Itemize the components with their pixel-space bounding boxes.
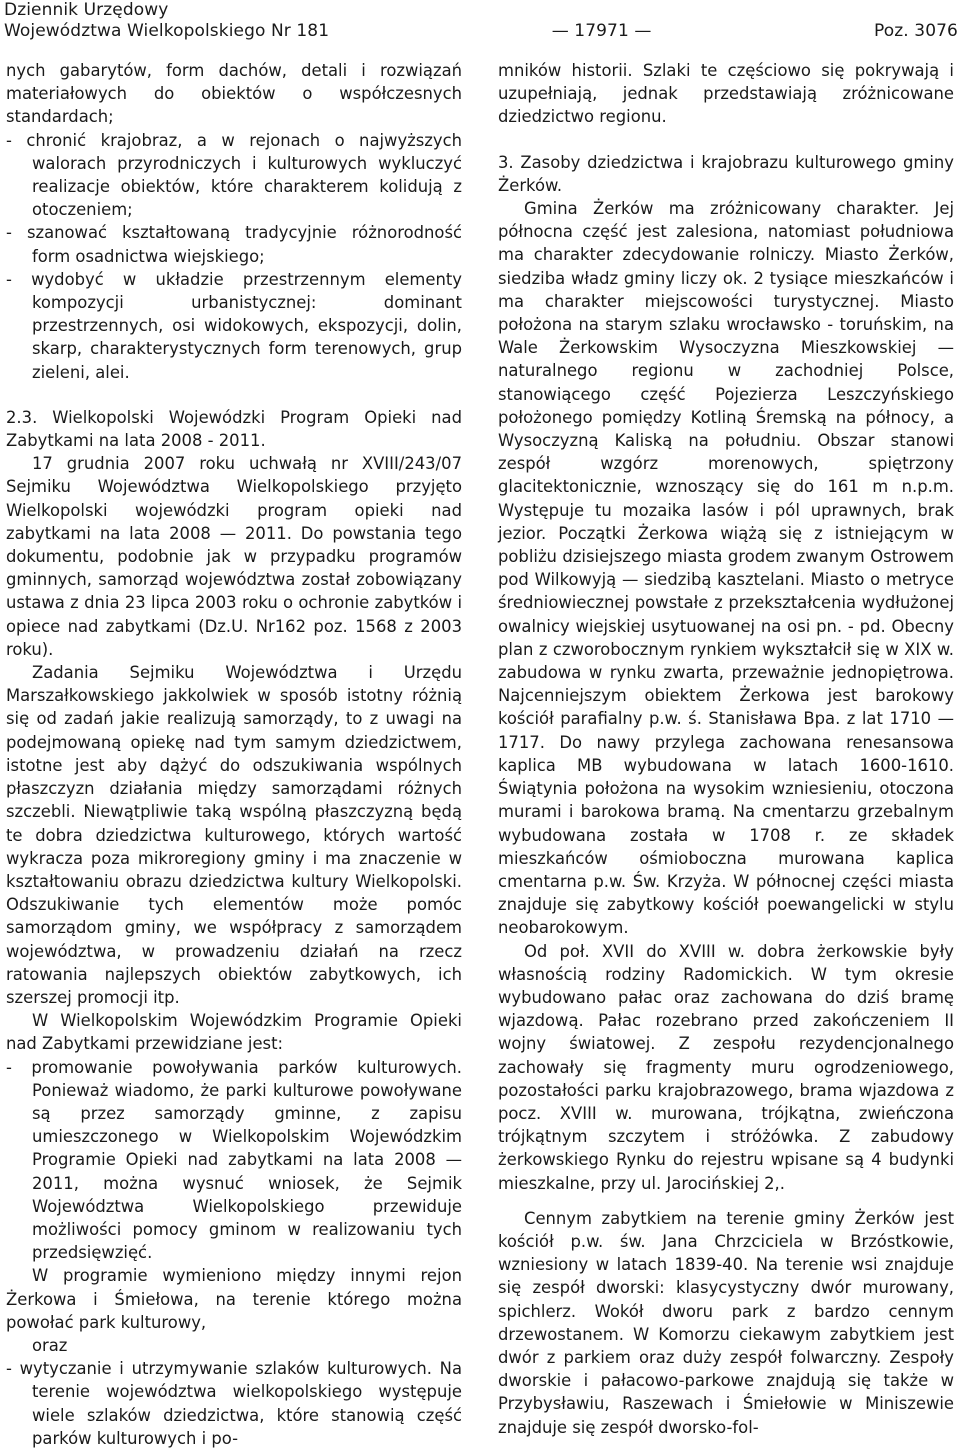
paragraph: Cennym zabytkiem na terenie gminy Żerków jest kościół p.w. św. Jana Chrzciciela w Brzóstkowie, wzniesiony w latach 1839-40. Na terenie wsi znajduje się zespół dworski: klasycystyczny dwór murowany, spichlerz. Wokół dworu park z bardzo cennym drzewostanem. W Komorzu ciekawym zabytkiem jest dwór z parkiem oraz duży zespół folwarczny. Zespoły dworskie i pałacowo-parkowe znajdują się także w Przybysławiu, Raszewach i Śmiełowie w Miniszewie znajduje się zespół dworsko-fol- [498,1208,954,1437]
issue-title: Województwa Wielkopolskiego Nr 181 [4,21,330,41]
position-number: Poz. 3076 [874,21,958,41]
paragraph: Zadania Sejmiku Województwa i Urzędu Marszałkowskiego jakkolwiek w sposób istotny różnią się od zadań jakie realizują samorządy, to z uwagi na podejmowaną opiekę nad tym samym dziedzictwem, istotne jest aby dążyć do odszukiwania wspólnych płaszczyzn działania między samorządami różnych szczebli. Niewątpliwie taką wspólną płaszczyzną będą te dobra dziedzictwa kulturowego, których wartość wykracza poza mikroregiony gminy i ma znaczenie w kształtowaniu obrazu dziedzictwa kultury Wielkopolski. Odszukiwanie tych elementów może pomóc samorządom gminy, we współpracy z samorządem województwa, w prowadzeniu działań na rzecz ratowania najlepszych obiektów zabytkowych, ich szerszej promocji itp. [6,663,462,1007]
list-item: - promowanie powoływania parków kulturowych. Ponieważ wiadomo, że parki kulturowe powoływane są przez samorządy gminne, z zapisu umieszczonego w Wielkopolskim Wojewódzkim Programie Opieki nad zabytkami na lata 2008 — 2011, można wysnuć wniosek, że Sejmik Województwa Wielkopolskiego przewiduje możliwości pomocy gminom w realizowaniu tych przedsięwzięć. [6,1057,462,1263]
paragraph: W Wielkopolskim Wojewódzkim Programie Opieki nad Zabytkami przewidziane jest: [6,1011,462,1054]
header-line-1 [4,0,958,21]
list-item: - szanować kształtowaną tradycyjnie różnorodność form osadnictwa wiejskiego; [6,223,462,266]
right-column [498,59,954,1439]
paragraph: nych gabarytów, form dachów, detali i rozwiązań materiałowych do obiektów o współczesnych standardach; [6,61,462,127]
section-heading: 2.3. Wielkopolski Wojewódzki Program Opieki nad Zabytkami na lata 2008 - 2011. [6,407,462,451]
paragraph: Gmina Żerków ma zróżnicowany charakter. Jej północna część jest zalesiona, natomiast południowa ma charakter zdecydowanie rolniczy. Miasto Żerków, siedziba władz gminy liczy ok. 2 tysiące mieszkańców i ma charakter miejscowości turystycznej. Miasto położona na starym szlaku wrocławsko - toruńskim, na Wale Żerkowskim Wysoczyzna Mieszkowskiej — naturalnego regionu w zachodniej Polsce, stanowiącego część Pojezierza Leszczyńskiego położonego pomiędzy Kotliną Śremską na północy, a Wysoczyzną Kaliską na południu. Obszar stanowi zespół wzgórz morenowych, spiętrzony glacitektonicznie, wznoszący się do 161 m n.p.m. Występuje tu mozaika lasów i pól uprawnych, brak jezior. Początki Żerkowa wiążą się z istniejącym w pobliżu dzisiejszego miasta grodem zwanym Ostrowem pod Wilkowyją — siedzibą kasztelani. Miasto o metryce średniowiecznej powstałe z przekształcenia wydłużonej owalnicy wiejskiej usytuowanej na osi pn. - pd. Obecny plan z czworobocznym rynkiem wykształcił się w XIX w. zabudowa w rynku zwarta, przeważnie jednopiętrowa. Najcenniejszym obiektem Żerkowa jest barokowy kościół parafialny p.w. ś. Stanisława Bpa. z lat 1710 — 1717. Do nawy przylega zachowana renesansowa kaplica MB wybudowana w latach 1600-1610. Świątynia położona na wysokim wzniesieniu, otoczona murami i barokowa bramą. Na cmentarzu grzebalnym wybudowana została w 1708 r. ze składek mieszkańców ośmioboczna murowana kaplica cmentarna p.w. Św. Krzyża. W północnej części miasta znajduje się zabytkowy kościół poewangelicki w stylu neobarokowym. [498,199,954,938]
list-item: - wytyczanie i utrzymywanie szlaków kulturowych. Na terenie województwa wielkopolskiego występuje wiele szlaków dziedzictwa, które stanowią część parków kulturowych i po- [6,1359,462,1448]
paragraph: W programie wymieniono między innymi rejon Żerkowa i Śmiełowa, na terenie którego można powołać park kulturowy, [6,1266,462,1332]
paragraph: Od poł. XVII do XVIII w. dobra żerkowskie były własnością rodziny Radomickich. W tym okresie wybudowano pałac oraz zachowana do dziś bramę wjazdową. Pałac rozebrano przed zakończeniem II wojny światowej. Z zespołu rezydencjonalnego zachowały się fragmenty muru ogrodzeniowego, pozostałości parku krajobrazowego, brama wjazdowa z pocz. XVIII w. murowana, trójkątna, zwieńczona trójkątnym szczytem i stróżówka. Z zabudowy żerkowskiego Rynku do rejestru wpisane są 4 budynki mieszkalne, przy ul. Jarocińskiej 2,. [498,941,954,1193]
section-heading: 3. Zasoby dziedzictwa i krajobrazu kulturowego gminy Żerków. [498,152,954,195]
page-number: — 17971 — [551,21,652,41]
list-item: - wydobyć w układzie przestrzennym elementy kompozycji urbanistycznej: dominant przestrzennych, osi widokowych, ekspozycji, dolin, skarp, charakterystycznych form terenowych, grup zieleni, alei. [6,269,462,382]
list-item: - chronić krajobraz, a w rejonach o najwyższych walorach przyrodniczych i kulturowych wykluczyć realizacje obiektów, które charakterem kolidują z otoczeniem; [6,130,462,220]
left-column [6,59,462,1450]
header-line-2 [4,21,958,42]
paragraph: oraz [32,1335,68,1355]
paragraph: 17 grudnia 2007 roku uchwałą nr XVIII/243/07 Sejmiku Województwa Wielkopolskiego przyjęto Wielkopolski wojewódzki program opieki nad zabytkami na lata 2008 — 2011. Do powstania tego dokumentu, podobnie jak w przypadku programów gminnych, samorząd województwa został zobowiązany ustawa z dnia 23 lipca 2003 roku o ochronie zabytków i opiece nad zabytkami (Dz.U. Nr162 poz. 1568 z 2003 roku). [6,454,462,659]
page-header [4,0,958,44]
journal-title: Dziennik Urzędowy [4,0,169,20]
paragraph: mników historii. Szlaki te częściowo się pokrywają i uzupełniają, jednak przedstawiają zróżnicowane dziedzictwo regionu. [498,61,954,127]
